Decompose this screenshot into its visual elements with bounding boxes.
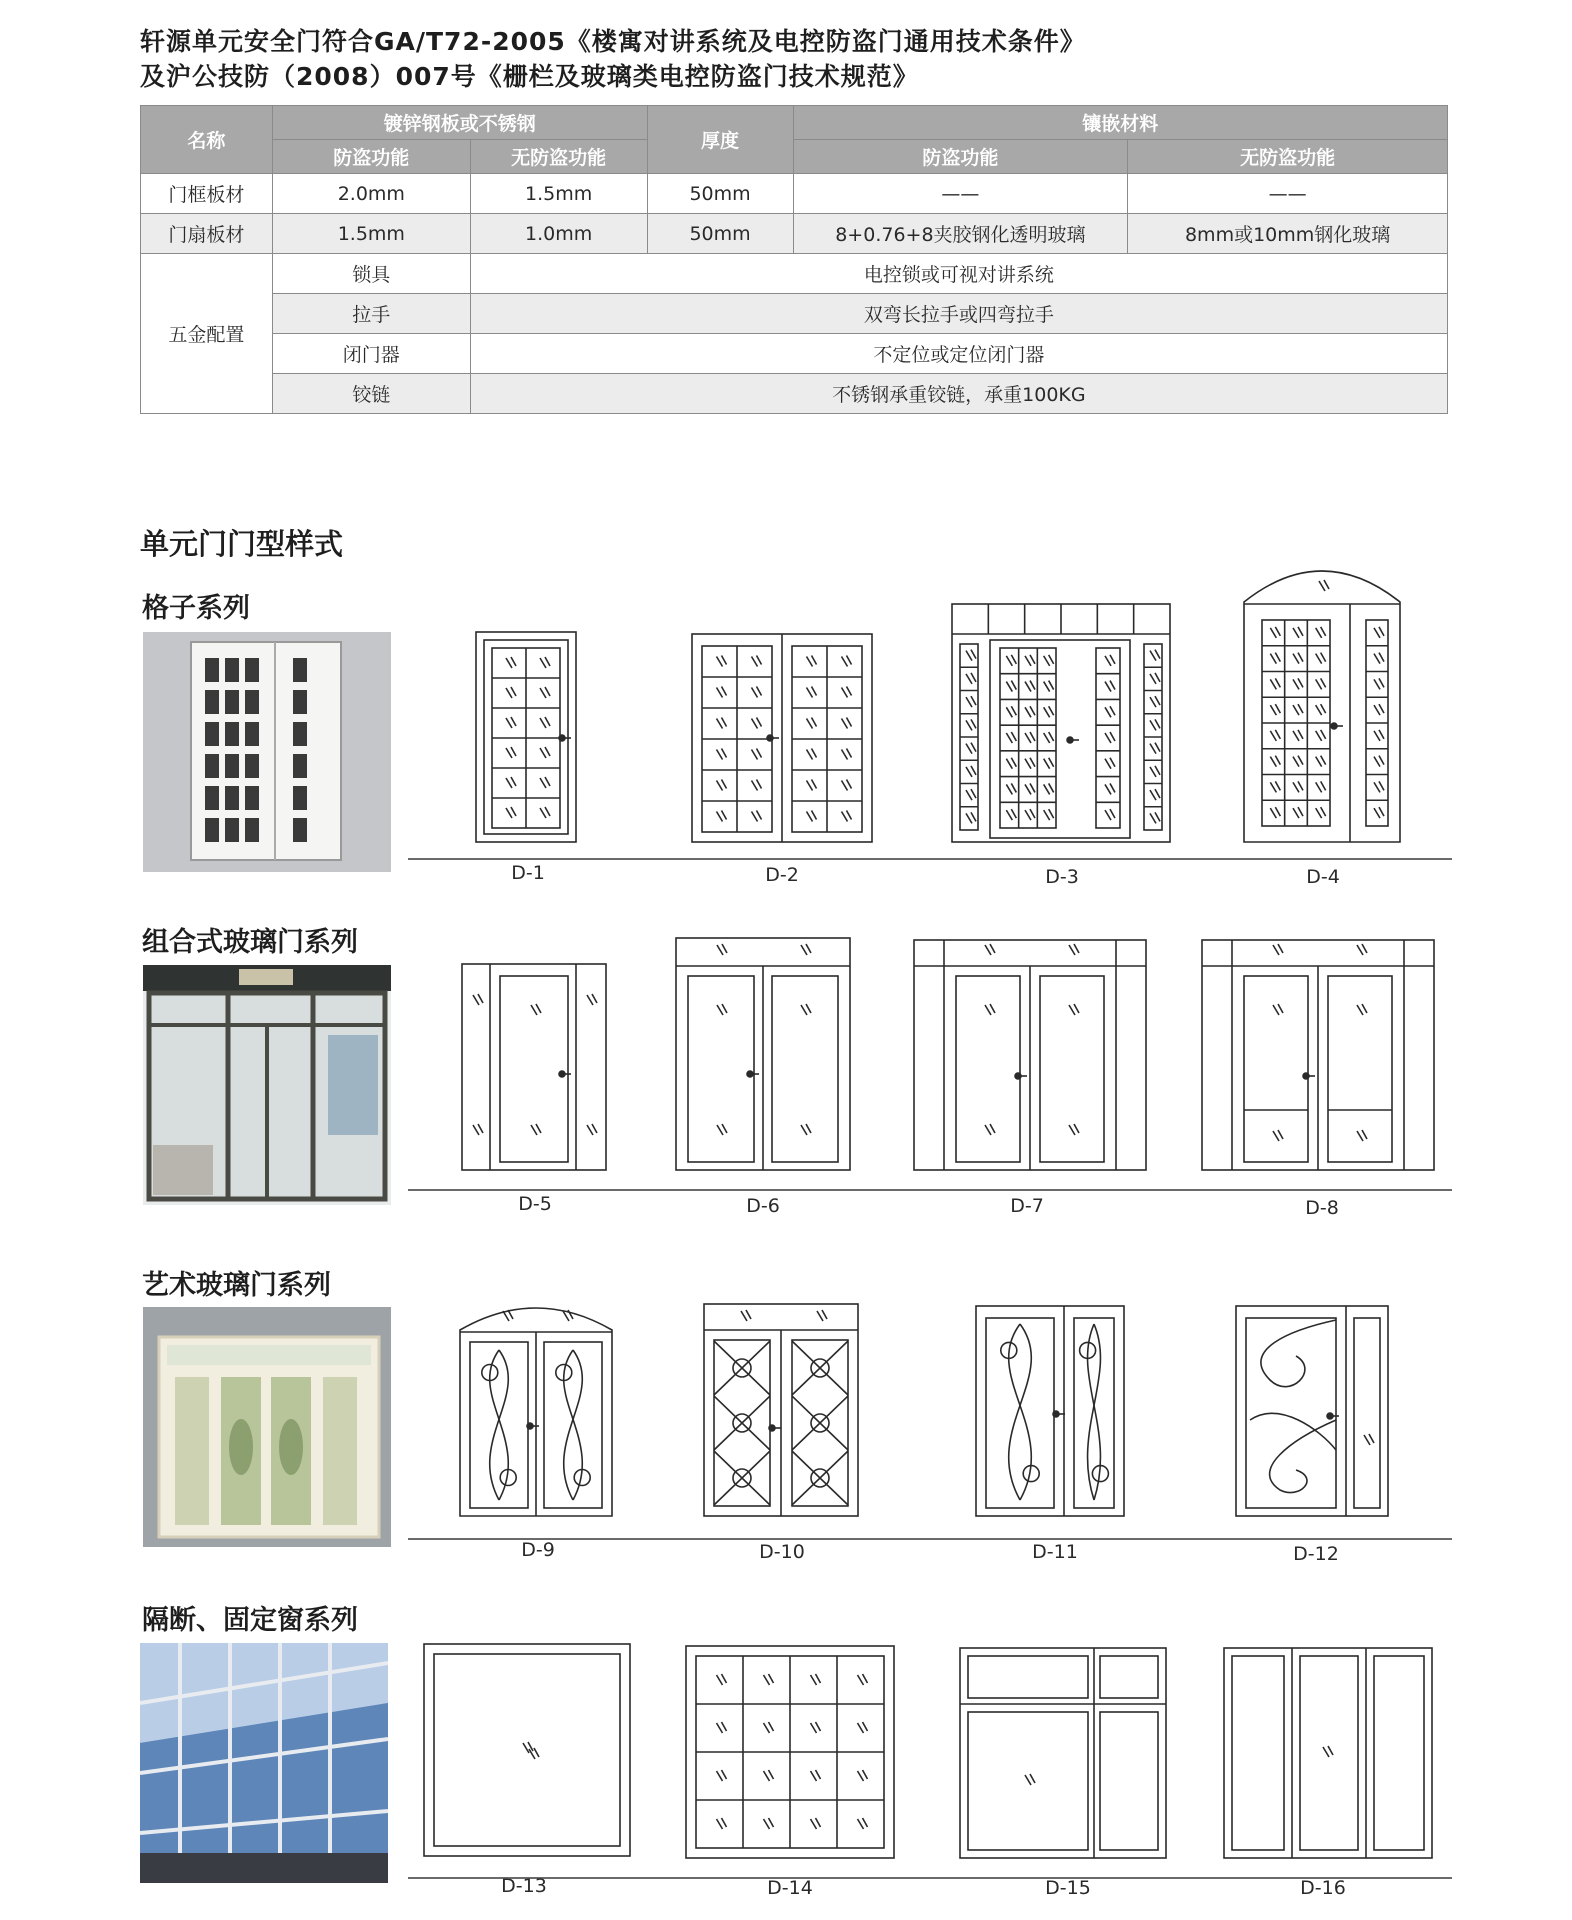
group-steel-header: 镀锌钢板或不锈钢	[272, 106, 647, 140]
series-title-partition: 隔断、固定窗系列	[142, 1605, 358, 1636]
door-d8-drawing	[1202, 940, 1434, 1170]
door-label-d12: D-12	[1293, 1543, 1339, 1565]
door-d7-drawing	[914, 940, 1146, 1170]
cell-steel-a: 2.0mm	[272, 174, 470, 214]
cell-thickness: 50mm	[647, 174, 793, 214]
door-label-d1: D-1	[511, 862, 545, 884]
window-d15-drawing	[960, 1648, 1166, 1858]
cell-inlay-a: ——	[793, 174, 1128, 214]
hardware-item: 闭门器	[272, 334, 470, 374]
door-label-d11: D-11	[1032, 1541, 1078, 1563]
row-name: 门框板材	[141, 174, 273, 214]
series-title-combo-glass: 组合式玻璃门系列	[142, 927, 358, 958]
door-d9-drawing	[460, 1308, 612, 1516]
door-label-d16: D-16	[1300, 1877, 1346, 1899]
cell-thickness: 50mm	[647, 214, 793, 254]
window-d16-drawing	[1224, 1648, 1432, 1858]
door-label-d9: D-9	[521, 1539, 555, 1561]
door-label-d5: D-5	[518, 1193, 552, 1215]
hardware-value: 双弯长拉手或四弯拉手	[470, 294, 1447, 334]
door-label-d10: D-10	[759, 1541, 805, 1563]
baseline-row-2	[408, 1189, 1452, 1191]
window-d13-drawing	[424, 1644, 630, 1856]
baseline-row-3	[408, 1538, 1452, 1540]
door-label-d15: D-15	[1045, 1877, 1091, 1899]
cell-inlay-b: ——	[1128, 174, 1448, 214]
door-label-d7: D-7	[1010, 1195, 1044, 1217]
cell-inlay-a: 8+0.76+8夹胶钢化透明玻璃	[793, 214, 1128, 254]
hardware-label: 五金配置	[141, 254, 273, 414]
cell-steel-b: 1.5mm	[470, 174, 647, 214]
door-d6-drawing	[676, 938, 850, 1170]
col-no-antitheft-header: 无防盗功能	[470, 140, 647, 174]
door-label-d13: D-13	[501, 1875, 547, 1897]
door-d4-drawing	[1244, 571, 1400, 842]
door-label-d14: D-14	[767, 1877, 813, 1899]
hardware-item: 拉手	[272, 294, 470, 334]
col-thickness-header: 厚度	[647, 106, 793, 174]
row-name: 门扇板材	[141, 214, 273, 254]
door-label-d6: D-6	[746, 1195, 780, 1217]
door-label-d3: D-3	[1045, 866, 1079, 888]
col-inlay-no-antitheft-header: 无防盗功能	[1128, 140, 1448, 174]
hardware-value: 不定位或定位闭门器	[470, 334, 1447, 374]
hardware-value: 电控锁或可视对讲系统	[470, 254, 1447, 294]
header-line-2: 及沪公技防（2008）007号《栅栏及玻璃类电控防盗门技术规范》	[140, 62, 919, 91]
col-inlay-antitheft-header: 防盗功能	[793, 140, 1128, 174]
baseline-row-1	[408, 858, 1452, 860]
hardware-value: 不锈钢承重铰链，承重100KG	[470, 374, 1447, 414]
door-d10-drawing	[704, 1304, 858, 1516]
door-d11-drawing	[976, 1306, 1124, 1516]
door-label-d2: D-2	[765, 864, 799, 886]
door-d12-drawing	[1236, 1306, 1388, 1516]
section-title: 单元门门型样式	[140, 527, 344, 561]
baseline-row-4	[408, 1877, 1452, 1879]
series-title-art-glass: 艺术玻璃门系列	[142, 1270, 331, 1301]
cell-inlay-b: 8mm或10mm钢化玻璃	[1128, 214, 1448, 254]
group-inlay-header: 镶嵌材料	[793, 106, 1447, 140]
door-d3-drawing	[952, 604, 1170, 842]
col-antitheft-header: 防盗功能	[272, 140, 470, 174]
cell-steel-b: 1.0mm	[470, 214, 647, 254]
header-line-1: 轩源单元安全门符合GA/T72-2005《楼寓对讲系统及电控防盗门通用技术条件》	[140, 27, 1086, 56]
door-d1-drawing	[476, 632, 576, 842]
series-title-grid: 格子系列	[142, 593, 250, 624]
door-label-d8: D-8	[1305, 1197, 1339, 1219]
door-d5-drawing	[462, 964, 606, 1170]
window-d14-drawing	[686, 1646, 894, 1858]
door-d2-drawing	[692, 634, 872, 842]
door-label-d4: D-4	[1306, 866, 1340, 888]
cell-steel-a: 1.5mm	[272, 214, 470, 254]
hardware-item: 铰链	[272, 374, 470, 414]
hardware-item: 锁具	[272, 254, 470, 294]
col-name-header: 名称	[141, 106, 273, 174]
